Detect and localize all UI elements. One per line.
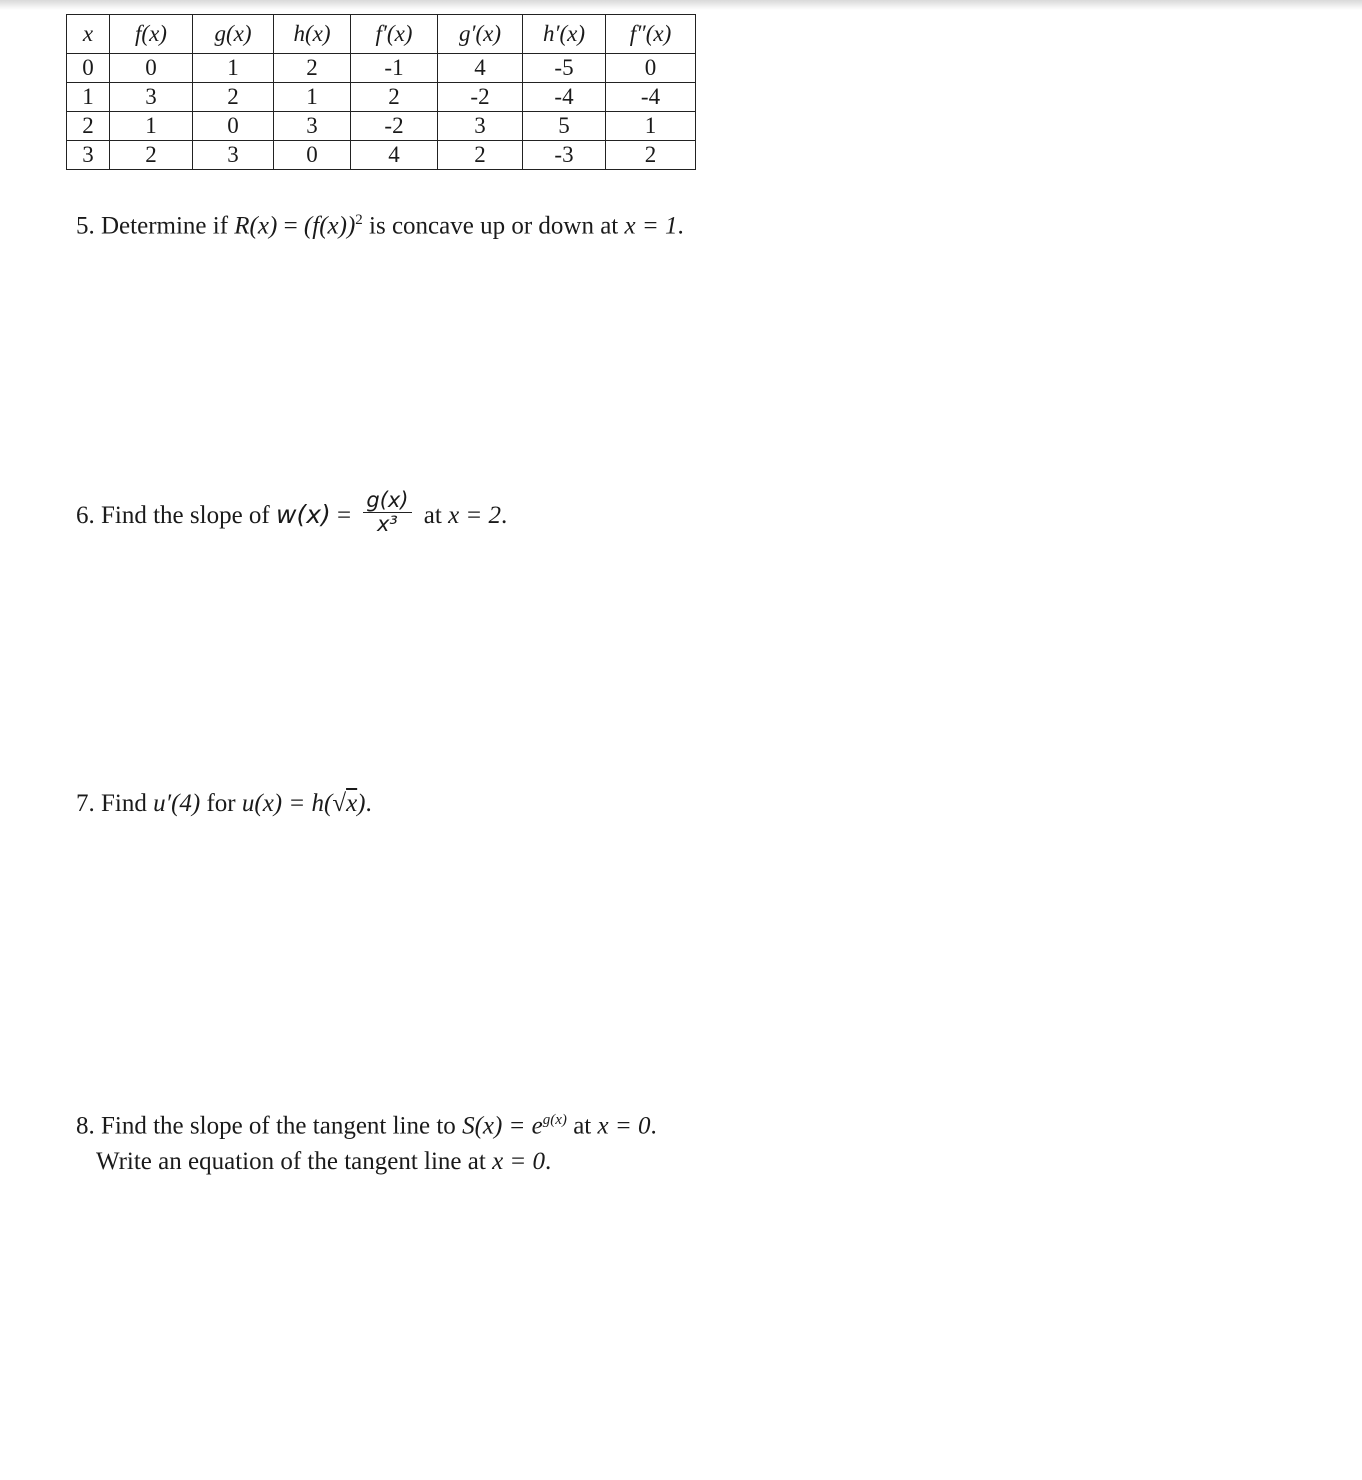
table-header: g′(x) (438, 15, 523, 54)
q7-function: u(x) = h(√ (241, 790, 347, 817)
table-header: h′(x) (523, 15, 606, 54)
table-header: g(x) (193, 15, 274, 54)
q7-end: . (365, 790, 372, 817)
top-shadow (0, 0, 1362, 10)
q6-lhs: w(x) (276, 500, 331, 530)
table-header: f′(x) (351, 15, 438, 54)
table-row (67, 83, 696, 112)
table-cell: 4 (351, 141, 438, 170)
q5-suffix: is concave up or down at (362, 212, 625, 240)
table-cell: 0 (110, 54, 193, 83)
q5-power: 2 (355, 212, 363, 228)
table-cell: 3 (438, 112, 523, 141)
table-row (67, 112, 696, 141)
q5-equals: = (277, 212, 304, 240)
table-row (67, 54, 696, 83)
table-cell: 2 (110, 141, 193, 170)
table-cell: 2 (351, 83, 438, 112)
q7-close: ) (357, 790, 366, 817)
q8-exponent: g(x) (542, 1112, 567, 1128)
q6-suffix: at (417, 502, 449, 530)
table-header: f(x) (110, 15, 193, 54)
q6-equals: = (330, 502, 358, 530)
q8-function: S(x) = e (462, 1112, 543, 1140)
table-cell: 1 (606, 112, 696, 141)
table-cell: 0 (274, 141, 351, 170)
q8-prefix: 8. Find the slope of the tangent line to (76, 1112, 463, 1140)
table-cell: 1 (274, 83, 351, 112)
table-cell: 2 (274, 54, 351, 83)
q8-condition: x = 0 (597, 1112, 651, 1140)
table-cell: 2 (438, 141, 523, 170)
q6-fraction (363, 488, 411, 535)
q8-line2-end: . (545, 1148, 552, 1176)
q6-prefix: 6. Find the slope of (76, 502, 276, 530)
table-cell: 5 (523, 112, 606, 141)
table-cell: 3 (110, 83, 193, 112)
table-cell: -3 (523, 141, 606, 170)
table-cell: 0 (67, 54, 110, 83)
question-6 (76, 488, 508, 541)
q8-end: . (650, 1112, 657, 1140)
table-cell: -2 (351, 112, 438, 141)
q5-lhs: R(x) (234, 212, 278, 240)
table-cell: 3 (274, 112, 351, 141)
q8-line-2 (76, 1144, 657, 1180)
table-header: f″(x) (606, 15, 696, 54)
table-cell: 1 (67, 83, 110, 112)
q7-derivative: u′(4) (153, 790, 201, 817)
table-cell: 1 (110, 112, 193, 141)
q7-prefix: 7. Find (76, 790, 154, 817)
table-cell: 0 (606, 54, 696, 83)
q6-numerator: g(x) (363, 488, 411, 513)
table-cell: 2 (193, 83, 274, 112)
table-header-row (67, 15, 696, 54)
table-cell: 2 (606, 141, 696, 170)
table-cell: 4 (438, 54, 523, 83)
table-row (67, 141, 696, 170)
q5-prefix: 5. Determine if (76, 212, 235, 240)
q5-rhs: (f(x)) (303, 212, 356, 240)
q8-line2-condition: x = 0 (492, 1148, 546, 1176)
question-7 (76, 790, 372, 818)
table-cell: 3 (193, 141, 274, 170)
q6-denominator: x³ (377, 512, 398, 536)
q8-suffix: at (566, 1112, 598, 1140)
q8-line2-text: Write an equation of the tangent line at (96, 1148, 493, 1176)
question-5 (76, 212, 684, 240)
table-cell: -4 (606, 83, 696, 112)
table-header: x (67, 15, 110, 54)
q6-condition: x = 2 (448, 502, 502, 530)
table-header: h(x) (274, 15, 351, 54)
table-cell: 1 (193, 54, 274, 83)
table-cell: -1 (351, 54, 438, 83)
q5-end: . (677, 212, 684, 240)
table-cell: 2 (67, 112, 110, 141)
q8-line-1 (76, 1102, 657, 1144)
table-cell: 0 (193, 112, 274, 141)
q6-end: . (501, 502, 508, 530)
q5-condition: x = 1 (624, 212, 678, 240)
q7-mid: for (200, 790, 242, 817)
table-cell: 3 (67, 141, 110, 170)
q7-radicand: x (346, 790, 358, 817)
values-table (66, 14, 696, 170)
table-cell: -5 (523, 54, 606, 83)
table-cell: -2 (438, 83, 523, 112)
question-8 (76, 1102, 657, 1180)
table-cell: -4 (523, 83, 606, 112)
